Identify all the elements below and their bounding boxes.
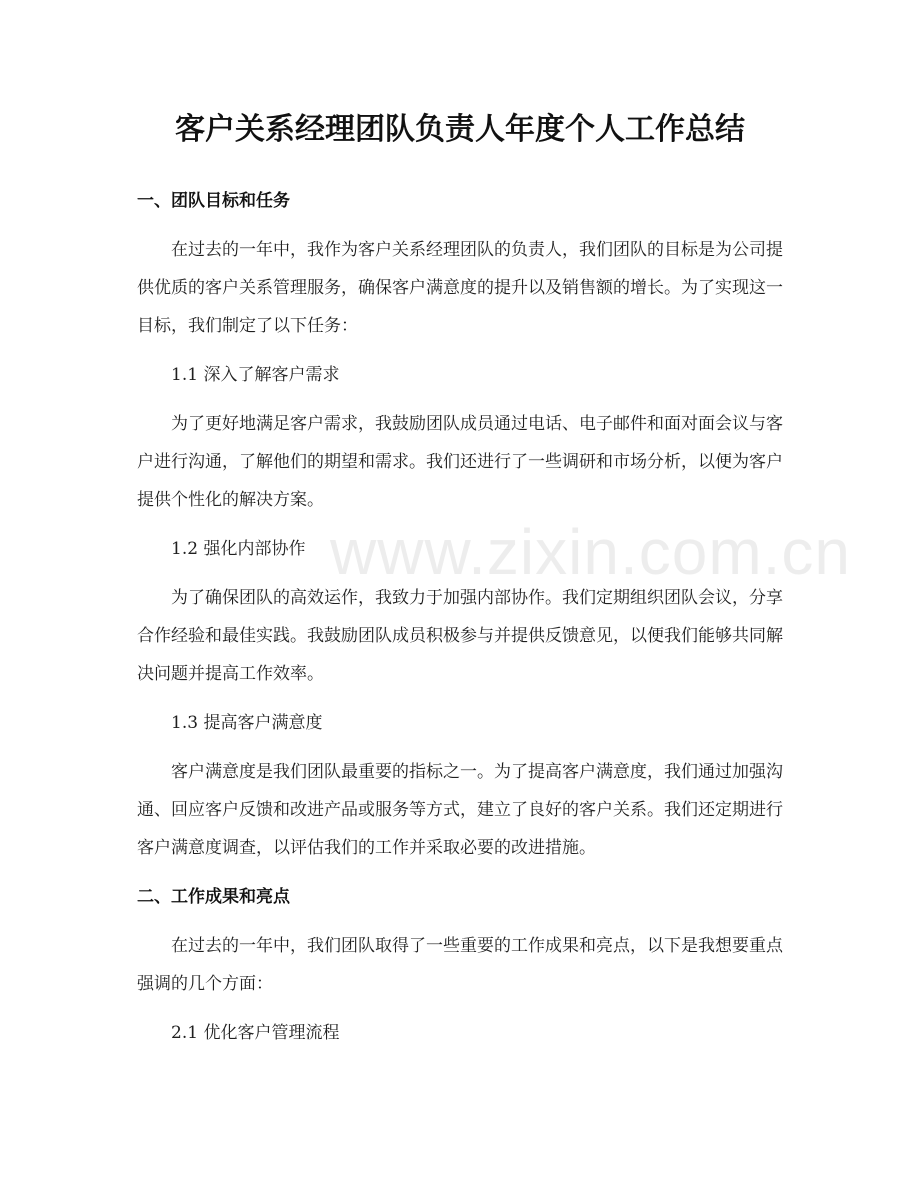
section-1-intro: 在过去的一年中，我作为客户关系经理团队的负责人，我们团队的目标是为公司提供优质的客户关系管理服务，确保客户满意度的提升以及销售额的增长。为了实现这一目标，我们制定了以下任务： bbox=[137, 240, 783, 336]
document-title: 客户关系经理团队负责人年度个人工作总结 bbox=[175, 112, 745, 147]
subsection-text-1-2: 为了确保团队的高效运作，我致力于加强内部协作。我们定期组织团队会议，分享合作经验和最佳实践。我鼓励团队成员积极参与并提供反馈意见，以便我们能够共同解决问题并提高工作效率。 bbox=[137, 588, 783, 684]
section-heading-2: 二、工作成果和亮点 bbox=[137, 887, 290, 907]
subsection-title-2-1: 2.1 优化客户管理流程 bbox=[171, 1023, 340, 1043]
subsection-text-1-1: 为了更好地满足客户需求，我鼓励团队成员通过电话、电子邮件和面对面会议与客户进行沟通，了解他们的期望和需求。我们还进行了一些调研和市场分析，以便为客户提供个性化的解决方案。 bbox=[137, 414, 783, 510]
subsection-title-1-1: 1.1 深入了解客户需求 bbox=[171, 365, 340, 385]
subsection-title-1-3: 1.3 提高客户满意度 bbox=[171, 713, 323, 733]
subsection-title-1-2: 1.2 强化内部协作 bbox=[171, 539, 306, 559]
watermark: www.zixin.com.cn bbox=[330, 516, 851, 588]
section-2-intro: 在过去的一年中，我们团队取得了一些重要的工作成果和亮点，以下是我想要重点强调的几个方面： bbox=[137, 936, 783, 994]
document-body bbox=[137, 110, 783, 1063]
section-heading-1: 一、团队目标和任务 bbox=[137, 191, 290, 211]
subsection-text-1-3: 客户满意度是我们团队最重要的指标之一。为了提高客户满意度，我们通过加强沟通、回应客户反馈和改进产品或服务等方式，建立了良好的客户关系。我们还定期进行客户满意度调查，以评估我们的工作并采取必要的改进措施。 bbox=[137, 762, 783, 858]
